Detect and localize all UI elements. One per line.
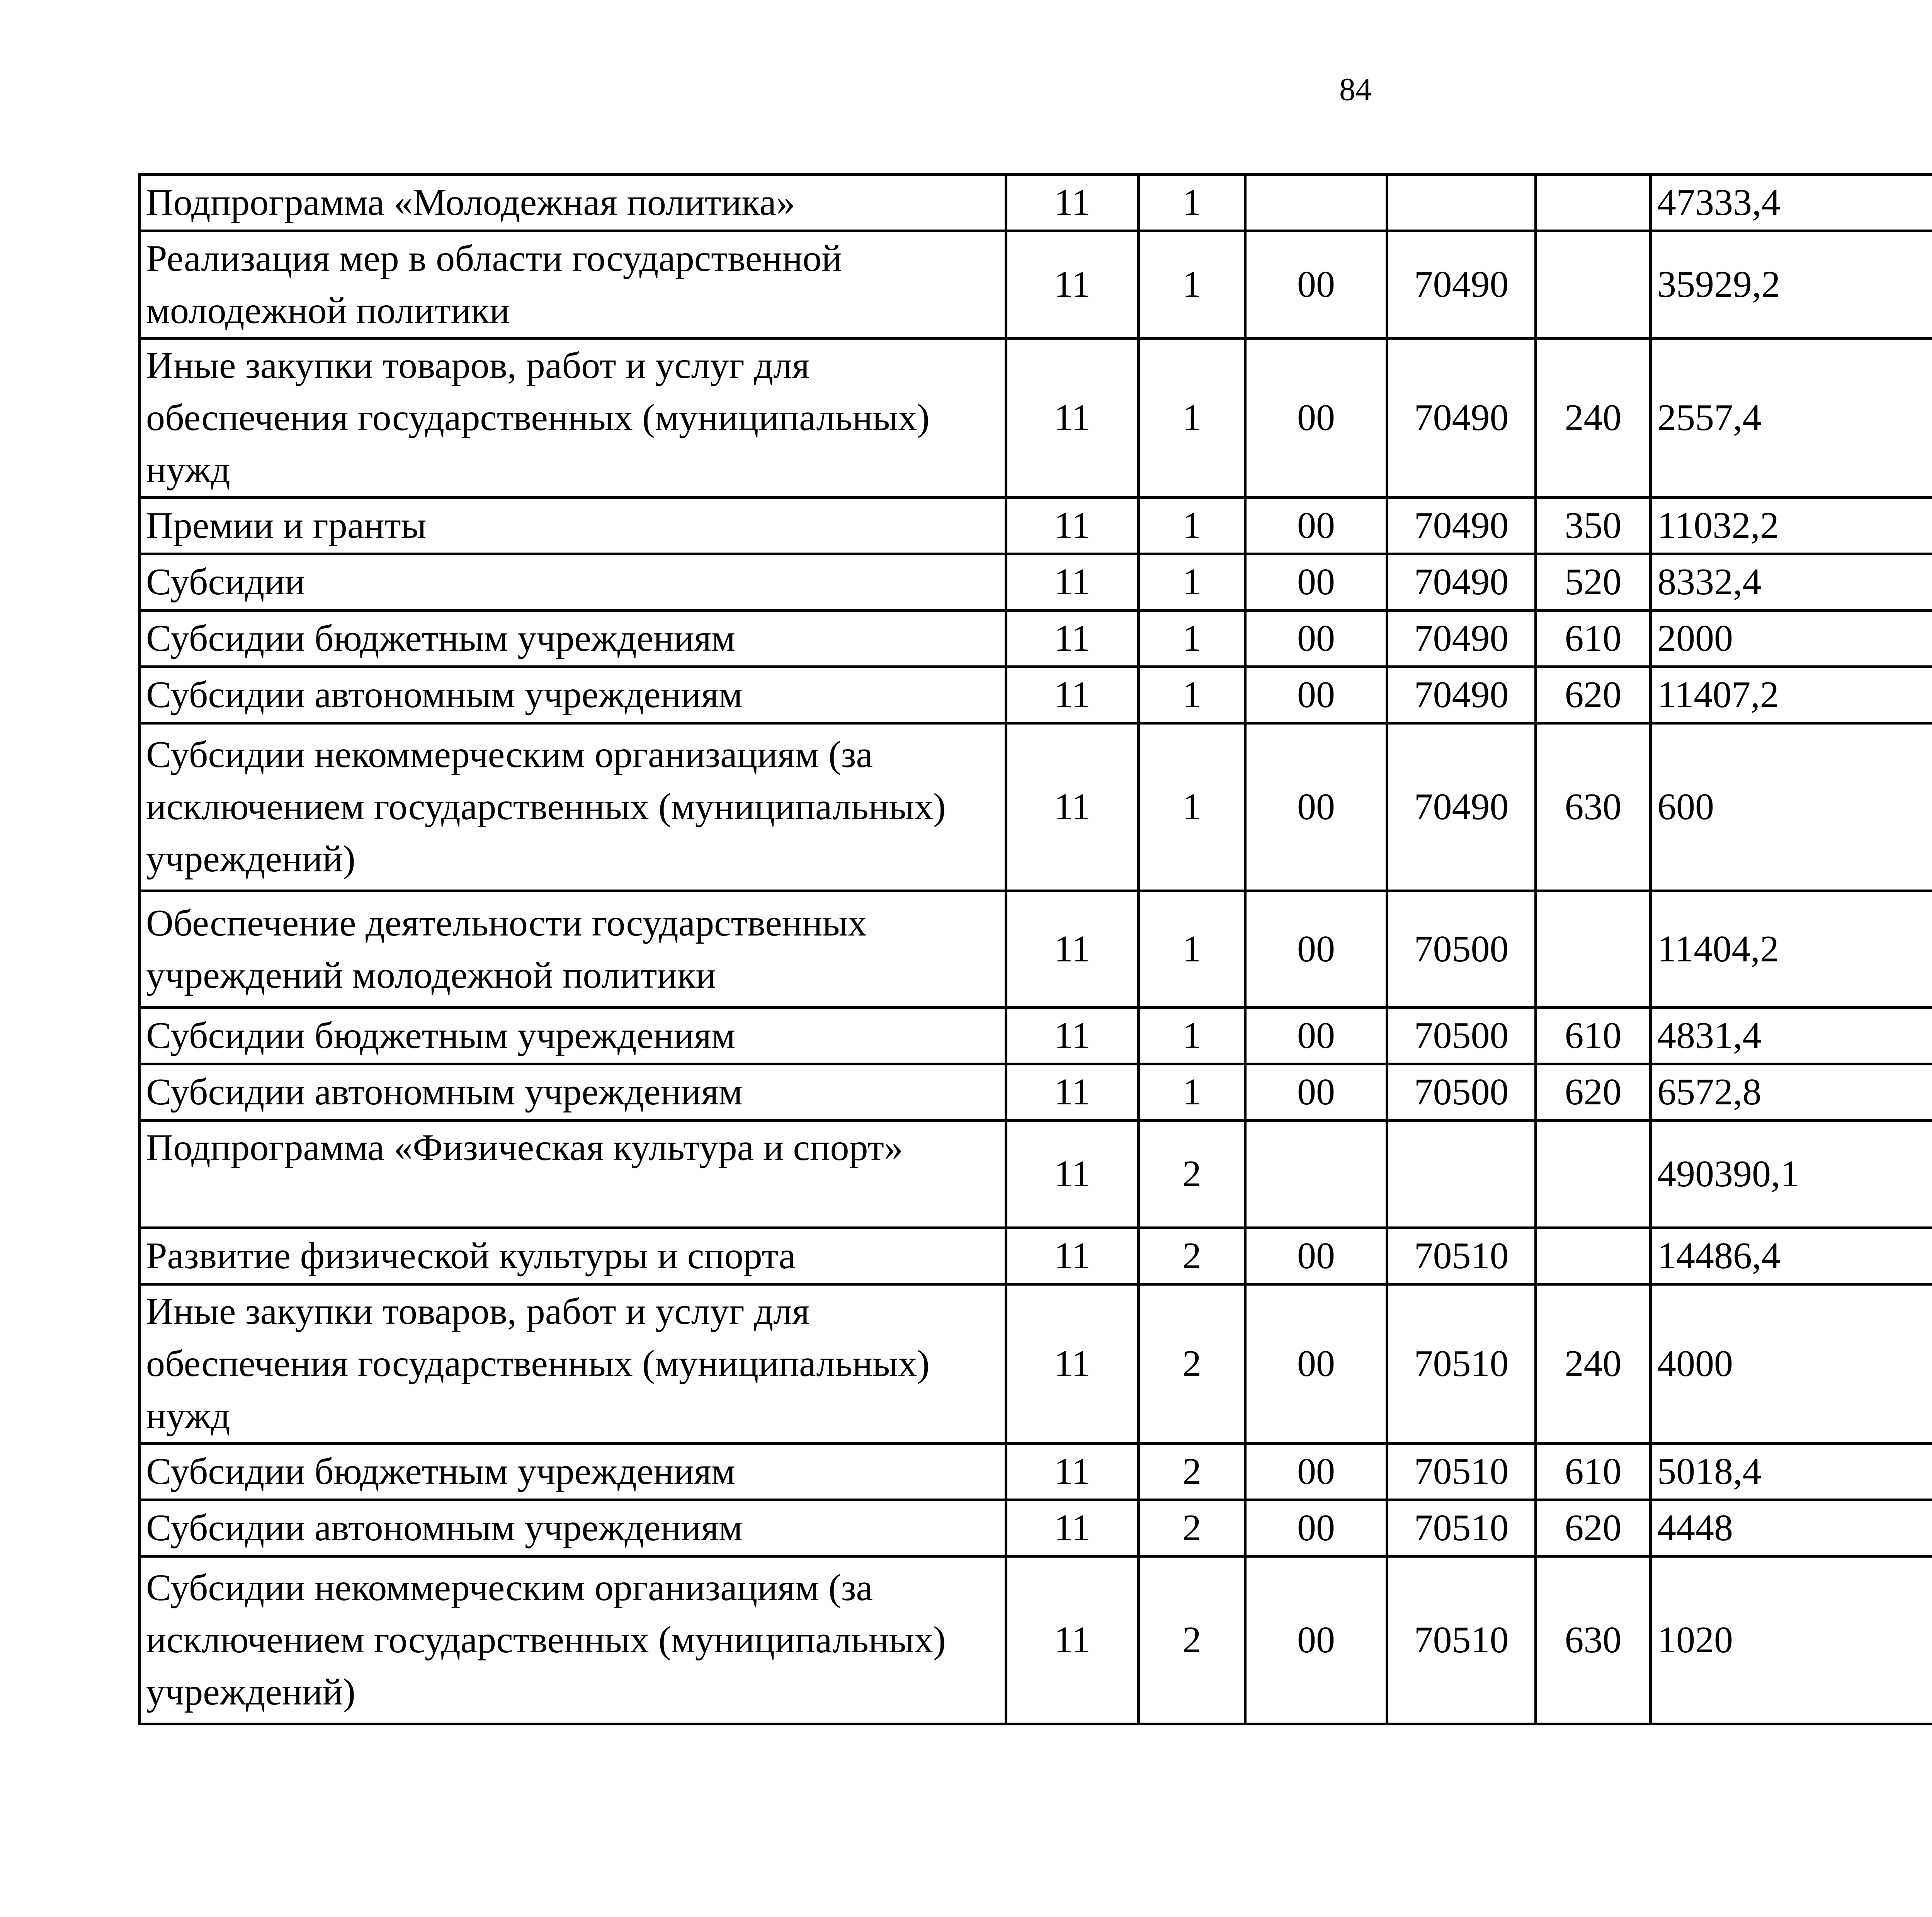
subsection-code: 2 bbox=[1139, 1284, 1245, 1444]
direction-code: 70490 bbox=[1387, 611, 1536, 667]
table-row bbox=[139, 1444, 1932, 1500]
section-code: 11 bbox=[1006, 723, 1139, 891]
row-name: Субсидии автономным учреждениям bbox=[139, 1064, 1006, 1121]
subsection-code: 1 bbox=[1139, 723, 1245, 891]
direction-code: 70510 bbox=[1387, 1500, 1536, 1556]
row-name: Иные закупки товаров, работ и услуг для обеспечения государственных (муниципальных) нужд bbox=[139, 338, 1006, 498]
subsection-code: 1 bbox=[1139, 498, 1245, 554]
program-code: 00 bbox=[1245, 723, 1387, 891]
section-code: 11 bbox=[1006, 1121, 1139, 1228]
amount-1: 4448 bbox=[1651, 1500, 1932, 1556]
direction-code: 70510 bbox=[1387, 1228, 1536, 1284]
subsection-code: 1 bbox=[1139, 554, 1245, 611]
subsection-code: 1 bbox=[1139, 1008, 1245, 1064]
expense-type-code: 620 bbox=[1536, 667, 1651, 723]
row-name: Премии и гранты bbox=[139, 498, 1006, 554]
direction-code: 70490 bbox=[1387, 723, 1536, 891]
expense-type-code bbox=[1536, 1228, 1651, 1284]
program-code: 00 bbox=[1245, 611, 1387, 667]
expense-type-code: 240 bbox=[1536, 338, 1651, 498]
program-code: 00 bbox=[1245, 338, 1387, 498]
section-code: 11 bbox=[1006, 611, 1139, 667]
expense-type-code: 520 bbox=[1536, 554, 1651, 611]
amount-1: 5018,4 bbox=[1651, 1444, 1932, 1500]
direction-code: 70500 bbox=[1387, 891, 1536, 1008]
table-row bbox=[139, 723, 1932, 891]
expense-type-code: 630 bbox=[1536, 723, 1651, 891]
expense-type-code bbox=[1536, 891, 1651, 1008]
program-code: 00 bbox=[1245, 498, 1387, 554]
amount-1: 35929,2 bbox=[1651, 231, 1932, 338]
program-code: 00 bbox=[1245, 1228, 1387, 1284]
table-row bbox=[139, 1064, 1932, 1121]
amount-1: 490390,1 bbox=[1651, 1121, 1932, 1228]
expense-type-code: 350 bbox=[1536, 498, 1651, 554]
amount-1: 8332,4 bbox=[1651, 554, 1932, 611]
amount-1: 11407,2 bbox=[1651, 667, 1932, 723]
expense-type-code: 240 bbox=[1536, 1284, 1651, 1444]
row-name: Субсидии бюджетным учреждениям bbox=[139, 611, 1006, 667]
direction-code: 70500 bbox=[1387, 1064, 1536, 1121]
subsection-code: 2 bbox=[1139, 1228, 1245, 1284]
program-code: 00 bbox=[1245, 1008, 1387, 1064]
section-code: 11 bbox=[1006, 1064, 1139, 1121]
direction-code: 70490 bbox=[1387, 554, 1536, 611]
section-code: 11 bbox=[1006, 1008, 1139, 1064]
amount-1: 2000 bbox=[1651, 611, 1932, 667]
subsection-code: 1 bbox=[1139, 175, 1245, 231]
section-code: 11 bbox=[1006, 338, 1139, 498]
subsection-code: 1 bbox=[1139, 338, 1245, 498]
table-row bbox=[139, 891, 1932, 1008]
section-code: 11 bbox=[1006, 1556, 1139, 1724]
direction-code: 70490 bbox=[1387, 498, 1536, 554]
table-row bbox=[139, 667, 1932, 723]
amount-1: 11032,2 bbox=[1651, 498, 1932, 554]
row-name: Субсидии бюджетным учреждениям bbox=[139, 1008, 1006, 1064]
amount-1: 6572,8 bbox=[1651, 1064, 1932, 1121]
program-code bbox=[1245, 1121, 1387, 1228]
row-name: Обеспечение деятельности государственных учреждений молодежной политики bbox=[139, 891, 1006, 1008]
subsection-code: 1 bbox=[1139, 231, 1245, 338]
expense-type-code: 620 bbox=[1536, 1064, 1651, 1121]
section-code: 11 bbox=[1006, 1228, 1139, 1284]
direction-code: 70510 bbox=[1387, 1284, 1536, 1444]
program-code: 00 bbox=[1245, 1444, 1387, 1500]
program-code: 00 bbox=[1245, 1500, 1387, 1556]
subsection-code: 2 bbox=[1139, 1121, 1245, 1228]
expense-type-code: 610 bbox=[1536, 611, 1651, 667]
table-row bbox=[139, 1500, 1932, 1556]
row-name: Субсидии автономным учреждениям bbox=[139, 667, 1006, 723]
amount-1: 47333,4 bbox=[1651, 175, 1932, 231]
direction-code: 70510 bbox=[1387, 1556, 1536, 1724]
table-row bbox=[139, 498, 1932, 554]
program-code: 00 bbox=[1245, 231, 1387, 338]
program-code bbox=[1245, 175, 1387, 231]
row-name: Субсидии bbox=[139, 554, 1006, 611]
program-code: 00 bbox=[1245, 554, 1387, 611]
section-code: 11 bbox=[1006, 1500, 1139, 1556]
subsection-code: 2 bbox=[1139, 1556, 1245, 1724]
row-name: Подпрограмма «Физическая культура и спорт» bbox=[139, 1121, 1006, 1228]
section-code: 11 bbox=[1006, 1444, 1139, 1500]
amount-1: 4831,4 bbox=[1651, 1008, 1932, 1064]
row-name: Подпрограмма «Молодежная политика» bbox=[139, 175, 1006, 231]
amount-1: 11404,2 bbox=[1651, 891, 1932, 1008]
expense-type-code: 620 bbox=[1536, 1500, 1651, 1556]
program-code: 00 bbox=[1245, 1064, 1387, 1121]
amount-1: 14486,4 bbox=[1651, 1228, 1932, 1284]
table-row bbox=[139, 1228, 1932, 1284]
amount-1: 1020 bbox=[1651, 1556, 1932, 1724]
table-row bbox=[139, 1121, 1932, 1228]
direction-code: 70500 bbox=[1387, 1008, 1536, 1064]
row-name: Субсидии автономным учреждениям bbox=[139, 1500, 1006, 1556]
row-name: Субсидии некоммерческим организациям (за исключением государственных (муниципальных) учреждений) bbox=[139, 723, 1006, 891]
program-code: 00 bbox=[1245, 1284, 1387, 1444]
direction-code: 70490 bbox=[1387, 667, 1536, 723]
section-code: 11 bbox=[1006, 231, 1139, 338]
row-name: Реализация мер в области государственной молодежной политики bbox=[139, 231, 1006, 338]
expense-type-code bbox=[1536, 175, 1651, 231]
row-name: Иные закупки товаров, работ и услуг для обеспечения государственных (муниципальных) нужд bbox=[139, 1284, 1006, 1444]
table-row bbox=[139, 611, 1932, 667]
subsection-code: 2 bbox=[1139, 1444, 1245, 1500]
expense-type-code: 610 bbox=[1536, 1444, 1651, 1500]
program-code: 00 bbox=[1245, 1556, 1387, 1724]
program-code: 00 bbox=[1245, 667, 1387, 723]
expense-type-code: 630 bbox=[1536, 1556, 1651, 1724]
section-code: 11 bbox=[1006, 175, 1139, 231]
section-code: 11 bbox=[1006, 891, 1139, 1008]
direction-code bbox=[1387, 175, 1536, 231]
direction-code: 70490 bbox=[1387, 338, 1536, 498]
section-code: 11 bbox=[1006, 554, 1139, 611]
section-code: 11 bbox=[1006, 1284, 1139, 1444]
amount-1: 600 bbox=[1651, 723, 1932, 891]
subsection-code: 1 bbox=[1139, 1064, 1245, 1121]
table-row bbox=[139, 1008, 1932, 1064]
expense-type-code: 610 bbox=[1536, 1008, 1651, 1064]
budget-table bbox=[138, 173, 1932, 1725]
page-number: 84 bbox=[1339, 71, 1372, 107]
row-name: Развитие физической культуры и спорта bbox=[139, 1228, 1006, 1284]
row-name: Субсидии бюджетным учреждениям bbox=[139, 1444, 1006, 1500]
section-code: 11 bbox=[1006, 667, 1139, 723]
direction-code: 70510 bbox=[1387, 1444, 1536, 1500]
subsection-code: 2 bbox=[1139, 1500, 1245, 1556]
subsection-code: 1 bbox=[1139, 667, 1245, 723]
table-row bbox=[139, 231, 1932, 338]
amount-1: 2557,4 bbox=[1651, 338, 1932, 498]
table-row bbox=[139, 338, 1932, 498]
table-row bbox=[139, 554, 1932, 611]
expense-type-code bbox=[1536, 231, 1651, 338]
subsection-code: 1 bbox=[1139, 611, 1245, 667]
program-code: 00 bbox=[1245, 891, 1387, 1008]
direction-code bbox=[1387, 1121, 1536, 1228]
section-code: 11 bbox=[1006, 498, 1139, 554]
table-row bbox=[139, 1556, 1932, 1724]
table-row bbox=[139, 1284, 1932, 1444]
row-name: Субсидии некоммерческим организациям (за исключением государственных (муниципальных) учреждений) bbox=[139, 1556, 1006, 1724]
direction-code: 70490 bbox=[1387, 231, 1536, 338]
subsection-code: 1 bbox=[1139, 891, 1245, 1008]
amount-1: 4000 bbox=[1651, 1284, 1932, 1444]
table-row bbox=[139, 175, 1932, 231]
expense-type-code bbox=[1536, 1121, 1651, 1228]
